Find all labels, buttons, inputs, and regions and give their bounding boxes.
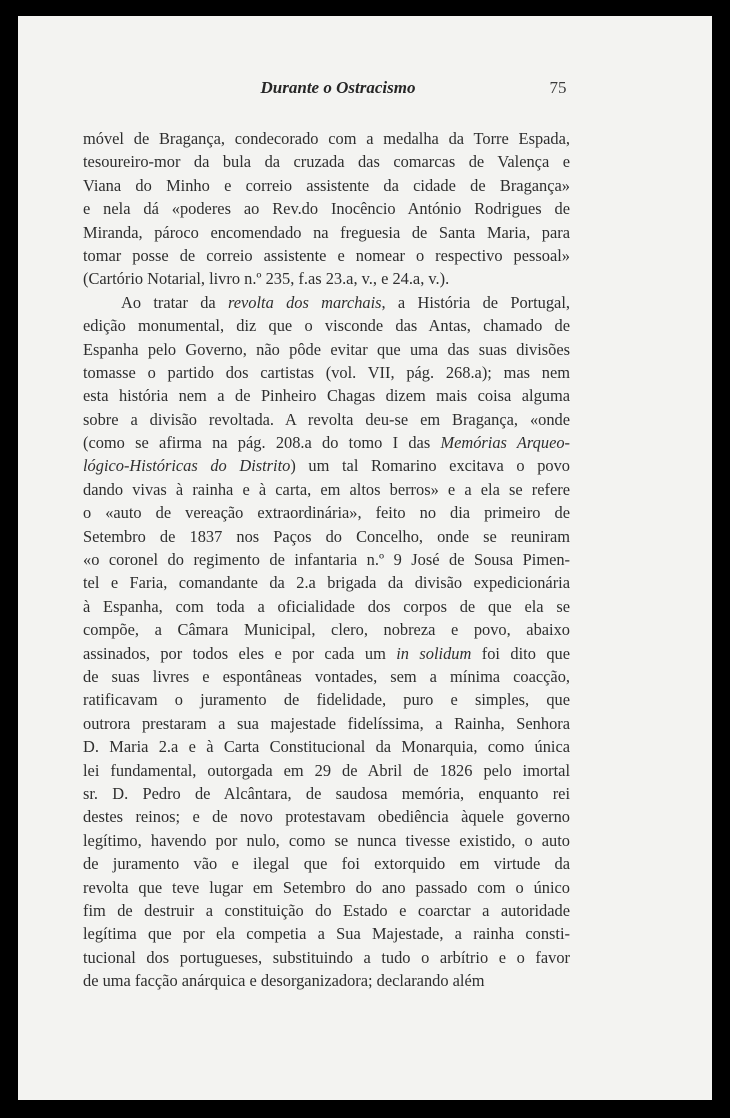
text-line (83, 291, 570, 314)
text-run: D. Maria 2.a e à Carta Constitucional da Monarquia, como única (83, 737, 570, 757)
text-run: Ao tratar da (121, 292, 228, 312)
text-line (83, 314, 570, 337)
text-run: destes reinos; e de novo protestavam obediência àquele governo (83, 807, 570, 827)
text-line (83, 408, 570, 431)
text-run: revolta que teve lugar em Setembro do ano passado com o único (83, 877, 570, 897)
page-header (18, 78, 712, 104)
text-line (83, 174, 570, 197)
text-run: de suas livres e espontâneas vontades, sem a mínima coacção, (83, 666, 570, 686)
text-line (83, 665, 570, 688)
text-line (83, 548, 570, 571)
text-run: assinados, por todos eles e por cada um (83, 643, 397, 663)
text-run: de uma facção anárquica e desorganizadora; declarando além (83, 971, 485, 991)
text-run: , a História de Portugal, (381, 292, 570, 312)
text-run: Miranda, pároco encomendado na freguesia de Santa Maria, para (83, 222, 570, 242)
text-line (83, 899, 570, 922)
text-line (83, 805, 570, 828)
text-run: esta história nem a de Pinheiro Chagas dizem mais coisa alguma (83, 386, 570, 406)
text-run: tel e Faria, comandante da 2.a brigada da divisão expedicionária (83, 573, 570, 593)
book-page (18, 16, 712, 1100)
text-line (83, 150, 570, 173)
text-line (83, 595, 570, 618)
text-line (83, 735, 570, 758)
text-run: edição monumental, diz que o visconde das Antas, chamado de (83, 316, 570, 336)
text-run: ) um tal Romarino excitava o povo (290, 456, 570, 476)
text-line (83, 759, 570, 782)
text-line (83, 876, 570, 899)
text-run: de juramento vão e ilegal que foi extorquido em virtude da (83, 854, 570, 874)
text-run: fim de destruir a constituição do Estado e coarctar a autoridade (83, 900, 570, 920)
text-line (83, 712, 570, 735)
text-run: o «auto de vereação extraordinária», feito no dia primeiro de (83, 503, 570, 523)
text-line (83, 501, 570, 524)
text-run: outrora prestaram a sua majestade fidelíssima, a Rainha, Senhora (83, 713, 570, 733)
running-title: Durante o Ostracismo (260, 78, 416, 97)
text-run: ratificavam o juramento de fidelidade, puro e simples, que (83, 690, 570, 710)
text-line (83, 478, 570, 501)
text-line (83, 688, 570, 711)
text-run: tucional dos portugueses, substituindo a tudo o arbítrio e o favor (83, 947, 570, 967)
text-line (83, 338, 570, 361)
text-run: (Cartório Notarial, livro n.º 235, f.as 23.a, v., e 24.a, v.). (83, 269, 450, 289)
text-line (83, 922, 570, 945)
body-text (83, 127, 570, 992)
text-run: sr. D. Pedro de Alcântara, de saudosa memória, enquanto rei (83, 783, 570, 803)
text-run: à Espanha, com toda a oficialidade dos corpos de que ela se (83, 596, 570, 616)
text-line (83, 267, 570, 290)
italic-text: in solidum (396, 643, 472, 663)
italic-text: lógico-Históricas do Distrito (83, 456, 291, 476)
text-line (83, 782, 570, 805)
text-line (83, 642, 570, 665)
italic-text: Memórias Arqueo- (440, 433, 570, 453)
text-line (83, 221, 570, 244)
text-run: tesoureiro-mor da bula da cruzada das comarcas de Valença e (83, 152, 570, 172)
page-number: 75 (549, 78, 567, 97)
text-line (83, 946, 570, 969)
text-line (83, 384, 570, 407)
text-line (83, 618, 570, 641)
text-line (83, 127, 570, 150)
text-run: lei fundamental, outorgada em 29 de Abril de 1826 pelo imortal (83, 760, 570, 780)
text-line (83, 525, 570, 548)
text-run: móvel de Bragança, condecorado com a medalha da Torre Espada, (83, 129, 570, 148)
text-run: Setembro de 1837 nos Paços do Concelho, onde se reuniram (83, 526, 570, 546)
text-run: legítimo, havendo por nulo, como se nunca tivesse existido, o auto (83, 830, 570, 850)
text-run: «o coronel do regimento de infantaria n.º 9 José de Sousa Pimen- (83, 550, 570, 570)
text-line (83, 454, 570, 477)
text-run: dando vivas à rainha e à carta, em altos berros» e a ela se refere (83, 479, 570, 499)
text-line (83, 361, 570, 384)
text-line (83, 431, 570, 454)
text-line (83, 852, 570, 875)
text-line (83, 571, 570, 594)
text-run: legítima que por ela competia a Sua Majestade, a rainha consti- (83, 924, 570, 944)
italic-text: revolta dos marchais (227, 292, 382, 312)
text-run: tomar posse de correio assistente e nomear o respectivo pessoal» (83, 245, 570, 265)
text-run: (como se afirma na pág. 208.a do tomo I das (83, 433, 441, 453)
text-run: compõe, a Câmara Municipal, clero, nobreza e povo, abaixo (83, 620, 570, 640)
text-run: foi dito que (471, 643, 570, 663)
text-run: Viana do Minho e correio assistente da cidade de Bragança» (83, 175, 570, 195)
text-line (83, 244, 570, 267)
text-line (83, 969, 570, 992)
text-run: tomasse o partido dos cartistas (vol. VII, pág. 268.a); mas nem (83, 362, 570, 382)
text-run: Espanha pelo Governo, não pôde evitar que uma das suas divisões (83, 339, 570, 359)
text-line (83, 829, 570, 852)
text-line (83, 197, 570, 220)
text-run: e nela dá «poderes ao Rev.do Inocêncio António Rodrigues de (83, 199, 570, 219)
text-run: sobre a divisão revoltada. A revolta deu-se em Bragança, «onde (83, 409, 570, 429)
